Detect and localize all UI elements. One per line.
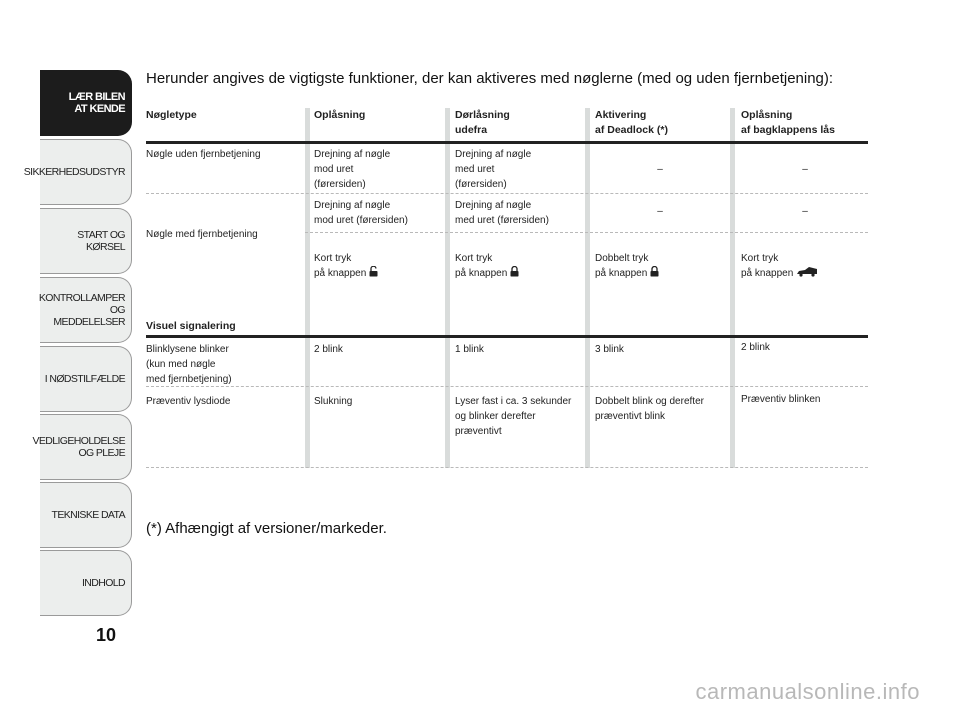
row1-dorlasning: Drejning af nøgle med uret (førersiden) xyxy=(455,149,532,190)
row1-label: Nøgle uden fjernbetjening xyxy=(146,149,261,160)
page-number: 10 xyxy=(96,625,117,645)
watermark: carmanualsonline.info xyxy=(695,679,920,704)
column-divider xyxy=(585,108,590,468)
column-divider xyxy=(445,108,450,468)
column-divider xyxy=(305,108,310,468)
header-bagklap: Oplåsning af bagklappens lås xyxy=(741,109,835,136)
row4-bagklap: Præventiv blinken xyxy=(741,394,821,405)
row3-label: Blinklysene blinker (kun med nøgle med fjernbetjening) xyxy=(146,344,232,385)
tab-sikkerhedsudstyr[interactable]: SIKKERHEDSUDSTYR xyxy=(40,139,132,205)
table-bottom-rule xyxy=(146,467,868,468)
tab-vedligeholdelse[interactable]: VEDLIGEHOLDELSE OG PLEJE xyxy=(40,414,132,480)
row3-bagklap: 2 blink xyxy=(741,342,770,353)
visual-signal-label: Visuel signalering xyxy=(146,320,236,332)
row2b-dorlasning xyxy=(455,236,519,281)
row2a-bagklap: – xyxy=(802,206,808,217)
intro-text: Herunder angives de vigtigste funktioner, der kan aktiveres med nøglerne (med og uden fjernbetjening): xyxy=(146,70,834,87)
row2b-bagklap xyxy=(741,236,818,281)
footnote: (*) Afhængigt af versioner/markeder. xyxy=(146,520,387,537)
tab-kontrollamper[interactable]: KONTROLLAMPER OG MEDDELELSER xyxy=(40,277,132,343)
row-divider xyxy=(146,193,868,194)
row2b-deadlock-text: Dobbelt tryk på knappen xyxy=(595,253,649,279)
row1-deadlock: – xyxy=(657,164,663,175)
row2b-oplasning xyxy=(314,236,378,281)
lock-open-icon xyxy=(369,266,378,277)
row2a-oplasning: Drejning af nøgle mod uret (førersiden) xyxy=(314,200,408,226)
lock-closed-icon xyxy=(650,266,659,277)
car-trunk-icon xyxy=(796,266,818,277)
row-divider xyxy=(146,386,868,387)
header-dorlasning: Dørlåsning udefra xyxy=(455,109,510,136)
row-divider xyxy=(305,232,868,233)
row4-dorlasning: Lyser fast i ca. 3 sekunder og blinker derefter præventivt xyxy=(455,396,572,437)
column-divider xyxy=(730,108,735,468)
lock-closed-icon xyxy=(510,266,519,277)
header-rule xyxy=(146,141,868,144)
row4-label: Præventiv lysdiode xyxy=(146,396,231,407)
row2a-dorlasning: Drejning af nøgle med uret (førersiden) xyxy=(455,200,549,226)
row1-oplasning: Drejning af nøgle mod uret (førersiden) xyxy=(314,149,391,190)
row3-deadlock: 3 blink xyxy=(595,344,624,355)
row2-label: Nøgle med fjernbetjening xyxy=(146,229,258,240)
row2b-dorlasning-text: Kort tryk på knappen xyxy=(455,253,508,279)
row2a-deadlock: – xyxy=(657,206,663,217)
row2b-deadlock xyxy=(595,236,659,281)
header-nogletype: Nøgletype xyxy=(146,109,197,121)
header-oplasning: Oplåsning xyxy=(314,109,366,121)
section-rule xyxy=(146,335,868,338)
row1-bagklap: – xyxy=(802,164,808,175)
row4-oplasning: Slukning xyxy=(314,396,353,407)
row2b-bagklap-text: Kort tryk på knappen xyxy=(741,253,794,279)
tab-i-nodstilfaelde[interactable]: I NØDSTILFÆLDE xyxy=(40,346,132,412)
tab-tekniske-data[interactable]: TEKNISKE DATA xyxy=(40,482,132,548)
tab-indhold[interactable]: INDHOLD xyxy=(40,550,132,616)
row4-deadlock: Dobbelt blink og derefter præventivt blink xyxy=(595,396,704,422)
tab-laer-bilen-at-kende[interactable]: LÆR BILEN AT KENDE xyxy=(40,70,132,136)
header-deadlock: Aktivering af Deadlock (*) xyxy=(595,109,668,136)
tab-start-og-korsel[interactable]: START OG KØRSEL xyxy=(40,208,132,274)
row3-dorlasning: 1 blink xyxy=(455,344,484,355)
row2b-oplasning-text: Kort tryk på knappen xyxy=(314,253,367,279)
row3-oplasning: 2 blink xyxy=(314,344,343,355)
